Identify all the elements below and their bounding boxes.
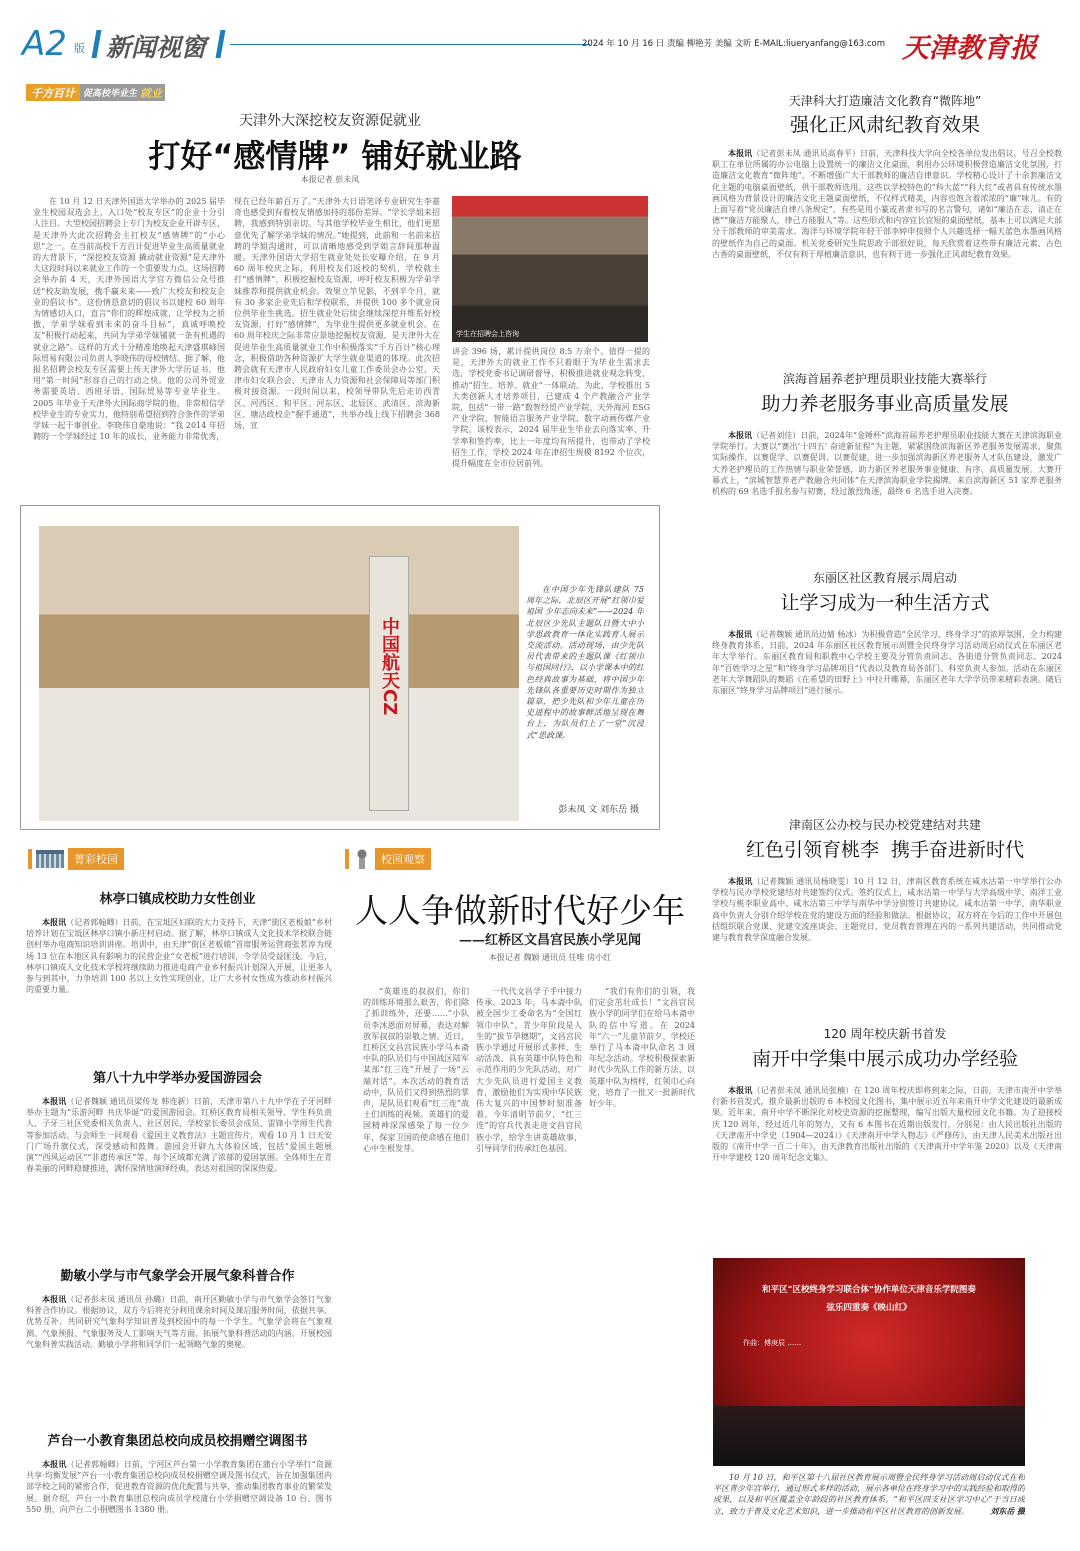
article-kicker: 东丽区社区教育展示周启动 [812, 571, 957, 585]
article-body [712, 876, 1062, 1006]
article-lead: 本报讯 [42, 1459, 67, 1469]
article-text: （记者魏颖 通讯员杨晓雯）10 月 12 日，津南区教育系统在咸水沽第一中学举行公办学校与民办学校党建结对共建签约仪式。签约仪式上，咸水沽第一中学与大学高级中学、南洋工业学校与桃李职业高中、咸水沽第三中学与南华中学分别签订共建协议。咸水沽第一中学、南华职业高中负责人分别介绍学校在党的建设方面的经验和做法。根据协议，双方将在今后的工作中开展包括组织联合党课、党建交流座谈会、主题党日、党员教育管理在内的一系列共建活动，共同推动党建与教育教学深度融合发展。 [712, 877, 1062, 943]
topic-tag [26, 84, 165, 101]
section-tag-jingcai [28, 848, 124, 870]
article-text: （记者彭未凤 通讯员 孙璐）日前，南开区勤敏小学与市气象学会签订气象科普合作协议。根据协议，双方今后将充分利用课余时间及课后服务时间，依据共享、优势互补、共同研究气象科学知识普及到校园中的每一个学生。气象学会将在气象观测、气象预报、气象服务及人工影响天气等方面，拓展气象科普活动的内涵，开展校园气象科普实践活动。勤敏小学将和同学们一起领略气象的奥秘。 [26, 1295, 332, 1349]
article-headline: 让学习成为一种生活方式 [780, 592, 990, 614]
article-title: 林亭口镇成校助力女性创业 [99, 892, 256, 907]
header-meta: 2024 年 10 月 16 日 责编 柳艳芳 美编 文昕 E-MAIL:liueryanfang@163.com [582, 39, 886, 49]
article-headline: 南开中学集中展示成功办学经验 [751, 1048, 1018, 1070]
middle-byline: 本报记者 魏颖 通讯员 任唯 房小红 [488, 953, 612, 962]
photo-caption-text: 10 月 10 日，和平区第十八届社区教育展示周暨全民终身学习活动周启动仪式在和平区青少年宫举行，通过形式多样的活动，展示各单位在终身学习中的实践经验和取得的成果，以及和平区覆盖全年龄段的社区教育体系。“和平区四支社区学习中心”于当日成立，致力于普及文化艺术知识，进一步推动和平区社区教育的创新发展。 [713, 1473, 1025, 1516]
banner-line2: 弦乐四重奏《映山红》 [826, 1303, 912, 1313]
camera-person-icon [353, 849, 371, 869]
article-text: （记者魏颖 通讯员梁传龙 韩连新）日前，天津市第八十九中学在子牙河畔举办主题为“乐游河畔 共庆华诞”的爱国游园会。红桥区教育局相关领导、学生科负责人、子牙三社区党委相关负责人、社区居民、学校家长委员会成员、雷锋小学师生代表等参加活动。与会师生一同观看《爱国主义教育法》主题宣传片，观看 10 月 1 日天安门广场升旗仪式，深受感动和鼓舞。游园会开辟九大体验区域，包括“爱国主题展演”“西风运动区”“非遗传承区”等，每个区域都充满了浓郁的爱国氛围。全体师生在青春美丽的河畔稳健推进，满怀深情地演绎经典，表达对祖国的深深热爱。 [26, 1097, 332, 1174]
header-rule [230, 44, 590, 45]
tag-bar [345, 849, 349, 869]
photo-caption [713, 1472, 1025, 1538]
middle-body-col3: “我们有你们的引领，我们定会茁壮成长！”文昌宫民族小学的同学们在给马本斋中队的信中写道。在 2024 年“六一”儿童节前夕，学校还举行了马本斋中队命名 3 周年纪念活动。学校积极探索新时代少先队工作的新方法，以英雄中队为榜样，红领巾心向党，培育了一批又一批新时代好少年。 [589, 987, 695, 1109]
school-building-icon [36, 850, 64, 868]
feature-credit: 彭未凤 文 刘东岳 摄 [558, 805, 639, 815]
article-body [712, 629, 1062, 799]
rocket-text: 中国航天CZ [379, 617, 400, 716]
banner-line1: 和平区“区校终身学习联合体”协作单位天津音乐学院图奏 [762, 1285, 976, 1295]
lead-body-col1: 在 10 月 12 日天津外国语大学举办的 2025 届毕业生校园双选会上，入口处“校友专区”的企业十分引人注目。大型校园招聘会上专门为校友企业开辟专区，是天津外大此次招聘会主打校友“感情牌”的“小心思”之一。在当前高校千方百计促进毕业生高质量就业的大背景下，“深挖校友资源 撬动就业资源”是天津外大这段时间以来就业工作的一个重要发力点。这场招聘会举办前 4 天，天津外国语大学官方微信公众号推送“校友助发展，携手赢未来——致广大校友和校友企业的倡议书”。这份情恳意切的倡议书以建校 60 周年为情感切入口，直言“你们的辉煌成就，让学校为之骄傲，学弟学妹看到未来的奋斗目标”，真诚呼唤校友“积极行动起来，共同为学弟学妹铺就一条有机遇的就业之路”。这样的方式十分精准地唤起天津盛琪峰国际贸易有限公司负责人李晓伟的母校情结。据了解，他报名招聘会校友专区需要上传天津外大学历证书，他用“第一时间”形容自己的行动之快。他的公司外贸业务需要英语、西班牙语、国际贸易等专业毕业生。2005 年毕业于天津外大国际商学院的他，非常相信学校毕业生的专业实力，他特别希望招到符合条件的学弟学妹一起干事创业。李晓伟自豪地说：“我 2014 年招聘的一个学妹经过 10 年的成长，业务能力非常优秀， [33, 197, 225, 442]
space-themed-class-photo [39, 526, 519, 821]
middle-subhead: ——红桥区文昌宫民族小学见闻 [458, 933, 641, 948]
article-lead: 本报讯 [42, 917, 67, 927]
article-lead: 本报讯 [728, 148, 753, 158]
section-tag-label: 校园观察 [375, 848, 431, 870]
lead-body-col2: 现在已经年薪百万了。”天津外大日语笔译专业研究生李嘉奇也感受到有着校友情感加持的那份差异。“学长学姐来招聘，我感到特别亲切。与其他学校毕业生相比，他们更愿意优先了解学弟学妹的情况。”她提到，此前和一名前来招聘的学姐沟通时，可以清晰地感受到学姐言辞间那种温暖。天津外国语大学招生就业处处长安曝介绍，在 9 月 60 周年校庆之际，利用校友们返校的契机，学校就主打“感情牌”，积极挖掘校友资源，呼吁校友积极为学弟学妹推荐和提供就业机会。效果立竿见影，不到半个月，就有 30 多家企业先后和学校联系，并提供 100 多个就业岗位供毕业生挑选。招生就业处后续会继续深挖并维系好校友资源，打好“感情牌”，为毕业生提供更多就业机会。在 60 周年校庆之际非常应景地挖掘校友资源，是天津外大在促进毕业生高质量就业工作中积极落实“千方百计”核心理念，积极借助各种资源扩大学生就业渠道的体现。此次招聘会就有天津市人民政府妇女儿童工作委员会办公室、天津市妇女联合会、天津市人力资源和社会保障局等部门积极对接资源。一段时间以来，校领导带队先后走访西青区、河西区、和平区、河东区、北辰区、武清区、滨海新区、塘沽政校企“握手通道”，共举办线上线下招聘会 368 场，宣 [234, 197, 440, 431]
article-body [712, 1085, 1062, 1245]
job-fair-photo [452, 196, 648, 342]
page-header [22, 24, 1062, 64]
middle-body-col2: 一代代文昌学子手中接力传承。2023 年，马本斋中队被全国少工委命名为“全国红领巾中队”。青少年阶段是人生的“拔节孕穗期”，文昌宫民族小学通过开展形式多样、生动活泼、具有英雄中队特色和示范作用的少先队活动，对广大少先队员进行爱国主义教育，激励他们为实现中华民族伟大复兴的中国梦时刻准备着。今年清明节前夕，“红三连”的官兵代表走进文昌宫民族小学，给学生讲英雄故事，引导同学们传承红色基因。 [476, 987, 582, 1153]
feature-caption: 在中国少年先锋队建队 75 周年之际，北辰区开展“红领巾爱祖国 少年志向未来”——2024 年北辰区少先队主题队日暨大中小学思政教育一体化实践育人展示交流活动。活动现场，由少先队员代表带来的主题队课《红领巾与祖国同行》，以小学课本中的红色经典故事为基础，将中国少年先锋队各重要历史时期作为独立篇章，把少先队和少年儿童在历史进程中的故事鲜活地呈现在舞台上，为队员们上了一堂“沉浸式”思政课。 [526, 585, 644, 740]
topic-tag-main: 千方百计 [26, 84, 80, 101]
banner-line3: 作曲：傅庚辰 …… [743, 1339, 802, 1347]
middle-headline: 人人争做新时代好少年 [355, 891, 685, 930]
article-title: 第八十九中学举办爱国游园会 [92, 1071, 262, 1086]
article-lead: 本报讯 [728, 1085, 753, 1095]
article-body [712, 430, 1062, 548]
article-body [26, 1096, 332, 1241]
quartet-performance-photo [713, 1258, 1025, 1466]
divider-bar [216, 30, 226, 58]
tag-bar [28, 849, 32, 869]
article-body [26, 917, 332, 1039]
rocket-model [369, 556, 409, 811]
stage-floor [713, 1406, 1025, 1466]
photo-caption-overlay: 学生在招聘会上咨询 [456, 330, 519, 338]
lead-byline: 本报记者 彭未凤 [300, 175, 360, 184]
article-lead: 本报讯 [728, 876, 753, 886]
article-headline: 红色引领育桃李 携手奋进新时代 [745, 839, 1025, 861]
article-lead: 本报讯 [728, 430, 753, 440]
middle-body-col1: “英雄连的叔叔们，你们的训练环境那么艰苦，你们除了抓训练外，还要……”小队员李沐恩面对屏幕，表达对解放军叔叔的崇敬之情。近日，红桥区文昌宫民族小学马本斋中队的队员们与中国战区陆军某部“红三连”开展了一场“云端对话”。本次活动的教育活动中，队员们又得到热烈的掌声，是队员们观看“红三连”战士们训练的视频。英雄们的爱国精神深深感染了每一位少年，保家卫国的使命感在他们心中生根发芽。 [363, 987, 469, 1153]
article-kicker: 滨海首届养老护理员职业技能大赛举行 [782, 372, 987, 386]
article-kicker: 津南区公办校与民办校党建结对共建 [788, 818, 981, 832]
article-text: （记者刘佳）日前，2024年“金锤杯”滨海首届养老护理员职业技能大赛在天津滨海职业学院举行。大赛以“赛出‘十四五’ 奋进新征程”为主题，紧紧围绕滨海新区养老服务发展需求，聚焦实际操作，以赛促学、以赛促训、以赛促建，进一步加强滨海新区养老服务人才队伍建设，激发广大养老护理员的工作热情与职业荣誉感，助力新区养老服务事业健康、有序、高质量发展。大赛开幕式上，“滨城智慧养老产教融合共同体”在天津滨海职业学院揭牌。来自滨海新区 51 家养老服务机构的 69 名选手报名参与初赛，经过激烈角逐，最终 6 名选手进入决赛。 [712, 431, 1062, 497]
photo-credit: 刘东岳 摄 [990, 1505, 1025, 1516]
lead-kicker: 天津外大深挖校友资源促就业 [239, 113, 421, 129]
newspaper-logo: 天津教育报 [902, 33, 1037, 64]
article-body [26, 1294, 332, 1409]
feature-photo-box [20, 505, 660, 830]
article-kicker: 天津科大打造廉洁文化教育“微阵地” [788, 94, 982, 108]
article-lead: 本报讯 [42, 1096, 67, 1106]
article-headline: 助力养老服务事业高质量发展 [761, 393, 1009, 415]
article-kicker: 120 周年校庆新书首发 [823, 1027, 947, 1041]
article-text: （记者彭未凤 通讯员高春平）日前，天津科技大学向全校各单位发出倡议，号召全校教职工在单位所属的办公电脑上设置统一的廉洁文化桌面，利用办公环境积极营造廉洁文化氛围，打造廉洁文化教育“微阵地”，不断增强广大干部教师的廉洁自律意识。学校精心设计了十余套廉洁文化主题的电脑桌面壁纸，供干部教师选用。这些以学校特色的“科大蓝”“科大红”或者具有传统水墨画风格为背景设计的廉洁文化主题桌面壁纸，不仅样式精美，内容也饱含着浓浓的“廉”味儿。有的上面写着“党员廉洁自律八条规定”，有些是用小篆或者隶书写的名言警句，诸如“廉洁在志，清正在德”“廉洁方能聚人，律己方能服人”等。这些形式和内容宜长宜短的桌面壁纸，基本上可以满足大部分干部教师的审美需求。海洋与环境学院年轻干部李婷申按照个人兴趣选择一幅天蓝色水墨画风格的壁纸作为自己的桌面。机关党委研究生院思政干部很好说，每天欣赏着这些带有廉洁元素、古色古香的桌面壁纸，不仅有利于厚植廉洁意识，也有利于进一步强化正风肃纪教育效果。 [712, 149, 1062, 259]
lead-headline: 打好“感情牌” 铺好就业路 [148, 137, 522, 175]
article-text: （记者魏颖 通讯员边婧 杨冰）为积极营造“全民学习、终身学习”的浓厚氛围，全力构建终身教育体系，日前，2024 年东丽区社区教育展示周暨全民终身学习活动周启动仪式在东丽区老年大学举行。东丽区教育局和职教中心学校主要及分管负责同志、各街道分管负责同志、2024 年“百姓学习之星”和“终身学习品牌项目”代表以及教育局各部门、科室负责人参加。活动在东丽区老年大学舞蹈队的舞蹈《在希望的田野上》中拉开帷幕，东丽区老年大学学员带来精彩表演。随后东丽区“终身学习品牌项目”进行展示。 [712, 630, 1062, 696]
section-tag-guancha [345, 848, 431, 870]
article-text: （记者郭翰卿）日前，宁河区芦台第一小学教育集团在蒲台小学举行“资源共享·均衡发展”芦台一小教育集团总校向成员校捐赠空调及图书仪式，旨在加强集团内部学校之间的紧密合作，促进教育资源的优化配置与共享，推动集团教育事业的繁荣发展。据介绍，芦台一小教育集团总校向成员学校蒲台小学捐赠空调设备 10 台、图书 550 册，向芦台二小捐赠图书 1380 册。 [26, 1460, 332, 1514]
page-number: A2 [22, 24, 67, 64]
article-body [26, 1459, 332, 1539]
topic-tag-highlight: 就业 [140, 84, 165, 101]
divider-bar [92, 30, 102, 58]
article-body [712, 148, 1062, 353]
article-headline: 强化正风肃纪教育效果 [789, 114, 980, 136]
article-text: （记者郭翰卿）日前，在宝坻区妇联的大力支持下，天津“街区老板娘”乡村培养计划在宝坻区林亭口镇小新庄村启动。据了解，林亭口镇成人文化技术学校联合链创村举办电商知识培训讲座。培训中，由天津“街区老板娘”首席服务运营商张茗淳为现场 13 位在本地区具有影响力的民营企业“女老板”进行培训，令学员受益匪浅。今后，林亭口镇成人文化技术学校将继续助力推进电商产业乡村振兴计划深入开展，让更多人参与到其中，力争培训 100 名以上女性实现创业，让广大乡村女性成为推动乡村振兴的重要力量。 [26, 918, 332, 995]
section-tag-label: 菁彩校园 [68, 848, 124, 870]
article-title: 勤敏小学与市气象学会开展气象科普合作 [60, 1269, 295, 1284]
article-lead: 本报讯 [42, 1294, 67, 1304]
article-title: 芦台一小教育集团总校向成员校捐赠空调图书 [47, 1434, 308, 1449]
article-lead: 本报讯 [728, 629, 753, 639]
article-text: （记者彭未凤 通讯员张楠）在 120 周年校庆即将到来之际，日前，天津市南开中学举行新书首发式，推介最新出版的 6 本校园文化图书，集中展示近五年来南开中学文化建设的最新成果。近年来，南开中学不断深化对校史资源的挖掘整理，编写出版大量校园文化书籍。为了迎接校庆 120 周年，经过近几年的努力，又有 6 本图书在近期出版发行，分别是：由人民出版社出版的《天津南开中学史（1904—2024）》《天津南开中学人物志》《严修传》，由天津人民美术出版社出版的《南开中学一百二十年》，由天津教育出版社出版的《天津南开中学年鉴 2020》以及《天津南开中学建校 120 周年纪念文集》。 [712, 1086, 1062, 1163]
topic-tag-sub: 促高校毕业生 [80, 84, 140, 101]
page-suffix: 版 [74, 42, 85, 55]
lead-body-col3: 讲会 396 场，累计提供岗位 8.5 万余个。值得一提的是，天津外大的就业工作不只着眼于为毕业生需求去选，学校党委书记调研督导，积极推进就业观念转变，推动“招生、培养、就业”一体联动。为此，学校推出 5 大类创新人才培养项目，已建成 4 个产教融合产业学院，包括“一带一路”数智经贸产业学院、天外海河 ESG 产业学院、智能语言服务产业学院、数字动画传媒产业学院。该校表示，2024 届毕业生毕业去向落实率、升学率和签约率，比上一年度均有所提升，也带动了学校招生工作，学校 2024 年在津招生规模 8192 个位次，提升幅度在全市位居前列。 [452, 347, 650, 469]
section-title: 新闻视窗 [106, 33, 207, 62]
